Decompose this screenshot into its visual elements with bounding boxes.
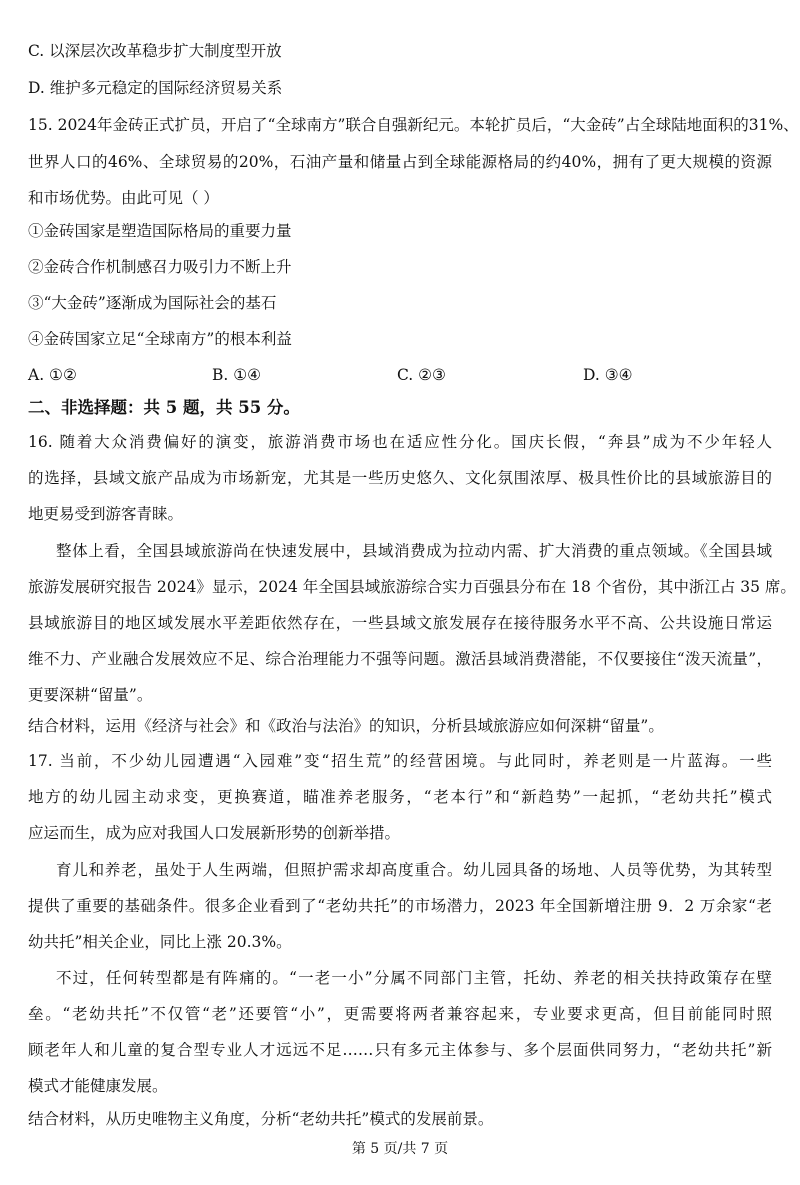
option-d-text: D. 维护多元稳定的国际经济贸易关系: [28, 79, 283, 97]
section-heading: 二、非选择题：共 5 题，共 55 分。: [28, 398, 300, 417]
q15-option-a: A. ①②: [28, 366, 77, 384]
q16-question: 结合材料，运用《经济与社会》和《政治与法治》的知识，分析县域旅游应如何深耕“留量”。: [28, 717, 664, 735]
q15-stem-line: 世界人口的46%、全球贸易的20%，石油产量和储量占到全球能源格局的约40%，拥有了更大规模的资源: [28, 153, 772, 171]
page-number: 第 5 页/共 7 页: [351, 1141, 449, 1157]
q17-para3-line: 垒。“老幼共托”不仅管“老”还要管“小”，更需要将两者兼容起来，专业要求更高，但目前能同时照: [28, 1005, 772, 1023]
q16-para1-line: 16. 随着大众消费偏好的演变，旅游消费市场也在适应性分化。国庆长假，“奔县”成为不少年轻人: [28, 433, 772, 451]
q17-para3-line: 顾老年人和儿童的复合型专业人才远远不足……只有多元主体参与、多个层面供同努力，“老幼共托”新: [28, 1041, 772, 1059]
q17-para1-line: 17. 当前，不少幼儿园遭遇“入园难”变“招生荒”的经营困境。与此同时，养老则是一片蓝海。一些: [28, 752, 772, 770]
q17-para1-line: 地方的幼儿园主动求变，更换赛道，瞄准养老服务，“老本行”和“新趋势”一起抓，“老幼共托”模式: [28, 788, 772, 806]
q15-statement-2: ②金砖合作机制感召力吸引力不断上升: [28, 258, 292, 276]
q16-para2-line: 县域旅游目的地区域发展水平差距依然存在，一些县域文旅发展存在接待服务水平不高、公共设施日常运: [28, 614, 772, 632]
q17-para2-line: 育儿和养老，虽处于人生两端，但照护需求却高度重合。幼儿园具备的场地、人员等优势，为其转型: [56, 861, 772, 879]
q17-para2-line: 幼共托”相关企业，同比上涨 20.3%。: [28, 933, 292, 951]
q17-para1-line: 应运而生，成为应对我国人口发展新形势的创新举措。: [28, 824, 401, 842]
q15-stem-line: 和市场优势。由此可见（ ）: [28, 189, 219, 207]
q17-para3-line: 模式才能健康发展。: [28, 1077, 168, 1095]
q16-para2-line: 维不力、产业融合发展效应不足、综合治理能力不强等问题。激活县域消费潜能，不仅要接住“泼天流量”，: [28, 650, 772, 668]
option-c-text: C. 以深层次改革稳步扩大制度型开放: [28, 42, 282, 60]
q15-statement-1: ①金砖国家是塑造国际格局的重要力量: [28, 222, 292, 240]
q16-para2-line: 整体上看，全国县域旅游尚在快速发展中，县域消费成为拉动内需、扩大消费的重点领域。《全国县域: [56, 542, 772, 560]
q15-stem-line: 15. 2024年金砖正式扩员，开启了“全球南方”联合自强新纪元。本轮扩员后，“大金砖”占全球陆地面积的31%、: [28, 116, 799, 134]
q16-para1-line: 的选择，县域文旅产品成为市场新宠，尤其是一些历史悠久、文化氛围浓厚、极具性价比的县域旅游目的: [28, 469, 772, 487]
q15-option-b: B. ①④: [212, 366, 262, 384]
q17-para2-line: 提供了重要的基础条件。很多企业看到了“老幼共托”的市场潜力，2023 年全国新增注册 9．2 万余家“老: [28, 897, 772, 915]
q15-statement-3: ③“大金砖”逐渐成为国际社会的基石: [28, 294, 277, 312]
q16-para2-line: 更要深耕“留量”。: [28, 686, 153, 704]
q15-option-c: C. ②③: [397, 366, 446, 384]
q17-para3-line: 不过，任何转型都是有阵痛的。“一老一小”分属不同部门主管，托幼、养老的相关扶持政策存在壁: [56, 969, 772, 987]
q17-question: 结合材料，从历史唯物主义角度，分析“老幼共托”模式的发展前景。: [28, 1110, 494, 1128]
q16-para2-line: 旅游发展研究报告 2024》显示，2024 年全国县域旅游综合实力百强县分布在 18 个省份，其中浙江占 35 席。: [28, 578, 796, 596]
q16-para1-line: 地更易受到游客青睐。: [28, 505, 184, 523]
q15-statement-4: ④金砖国家立足“全球南方”的根本利益: [28, 330, 292, 348]
q15-option-d: D. ③④: [583, 366, 633, 384]
